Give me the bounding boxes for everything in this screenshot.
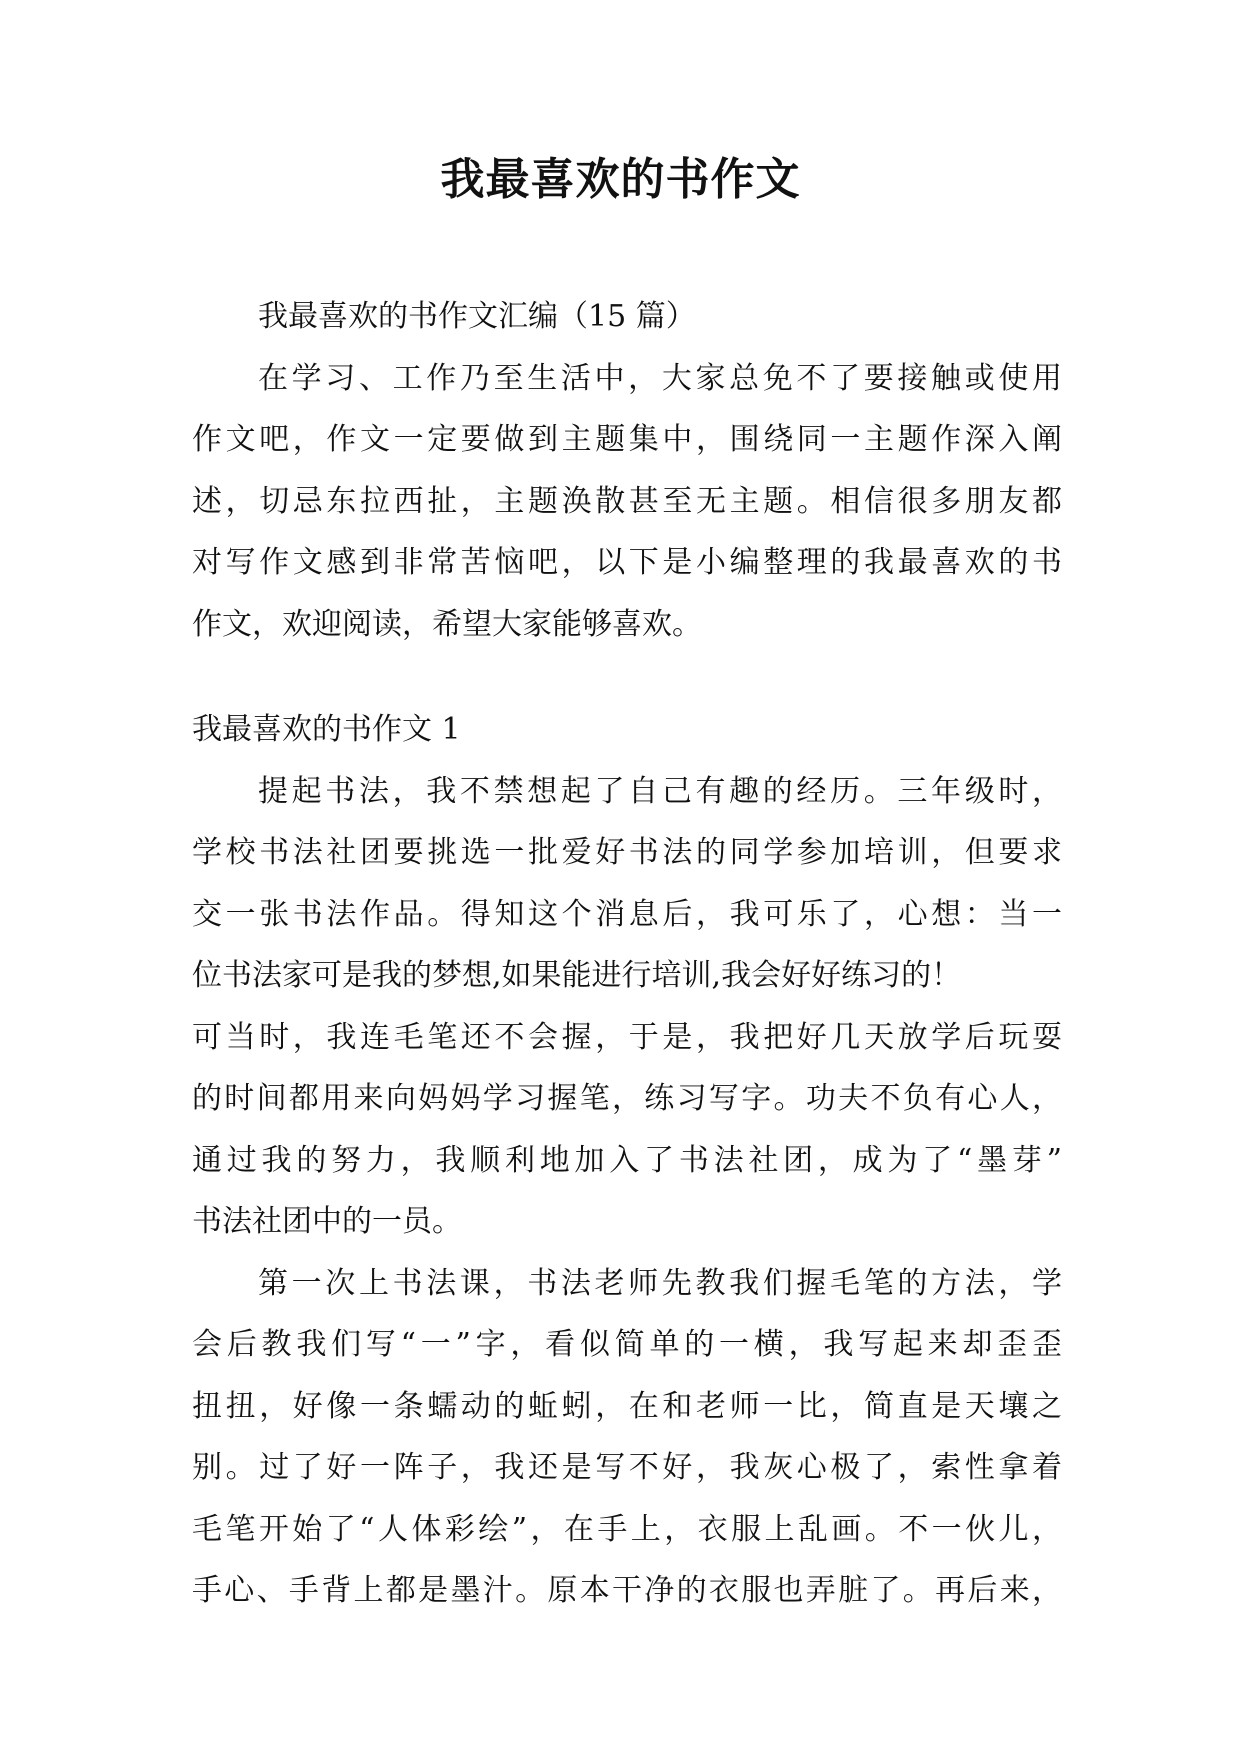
paragraph-line: 的时间都用来向妈妈学习握笔，练习写字。功夫不负有心人， [192,1081,1062,1116]
paragraph-line: 扭扭，好像一条蠕动的蚯蚓，在和老师一比，简直是天壤之 [192,1388,1062,1424]
paragraph-line: 对写作文感到非常苦恼吧，以下是小编整理的我最喜欢的书 [192,545,1062,580]
paragraph-line: 位书法家可是我的梦想,如果能进行培训,我会好好练习的！ [192,958,962,993]
document-body [192,286,1062,1622]
paragraph-line: 可当时，我连毛笔还不会握，于是，我把好几天放学后玩耍 [192,1019,1062,1055]
paragraph-line: 交一张书法作品。得知这个消息后，我可乐了，心想：当一 [192,896,1062,932]
section-gap [192,655,1062,699]
paragraph-line: 作文吧，作文一定要做到主题集中，围绕同一主题作深入阐 [192,422,1062,457]
paragraph-line: 毛笔开始了“人体彩绘”，在手上，衣服上乱画。不一伙儿， [192,1511,1062,1547]
paragraph-line: 手心、手背上都是墨汁。原本干净的衣服也弄脏了。再后来， [192,1573,1062,1608]
paragraph-1 [192,761,1062,1253]
paragraph-line: 第一次上书法课，书法老师先教我们握毛笔的方法，学 [258,1265,1062,1301]
paragraph-line: 书法社团中的一员。 [192,1204,462,1239]
paragraph-line: 作文，欢迎阅读，希望大家能够喜欢。 [192,606,702,642]
intro-paragraph [192,348,1062,656]
paragraph-line: 通过我的努力，我顺利地加入了书法社团，成为了“墨芽” [192,1142,1062,1178]
document-title: 我最喜欢的书作文 [440,154,801,205]
paragraph-line: 述，切忌东拉西扯，主题涣散甚至无主题。相信很多朋友都 [192,483,1062,519]
section-heading: 我最喜欢的书作文 1 [192,712,461,747]
paragraph-line: 提起书法，我不禁想起了自己有趣的经历。三年级时， [258,773,1062,809]
paragraph-line: 在学习、工作乃至生活中，大家总免不了要接触或使用 [258,360,1062,396]
paragraph-line: 别。过了好一阵子，我还是写不好，我灰心极了，索性拿着 [192,1450,1062,1485]
intro-heading: 我最喜欢的书作文汇编（15 篇） [258,299,696,334]
paragraph-2 [192,1253,1062,1622]
paragraph-line: 学校书法社团要挑选一批爱好书法的同学参加培训，但要求 [192,835,1062,870]
paragraph-line: 会后教我们写“一”字，看似简单的一横，我写起来却歪歪 [192,1327,1062,1362]
